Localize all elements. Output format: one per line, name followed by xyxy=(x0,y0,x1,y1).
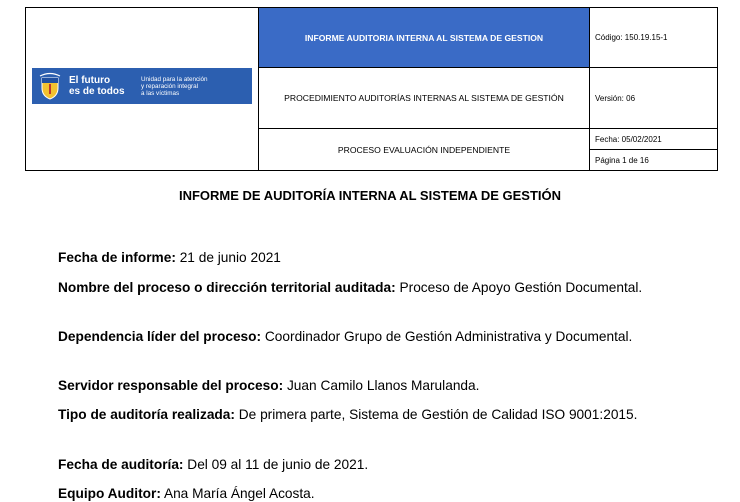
date-page-cell xyxy=(590,129,718,171)
doc-version: Versión: 06 xyxy=(590,68,718,129)
field-lead-unit: Dependencia líder del proceso: Coordinador Grupo de Gestión Administrativa y Documental. xyxy=(58,329,633,344)
field-audited-process: Nombre del proceso o dirección territorial auditada: Proceso de Apoyo Gestión Documental. xyxy=(58,280,643,295)
field-audit-type: Tipo de auditoría realizada: De primera parte, Sistema de Gestión de Calidad ISO 9001:2015. xyxy=(58,407,638,422)
field-report-date: Fecha de informe: 21 de junio 2021 xyxy=(58,250,281,265)
field-audit-team: Equipo Auditor: Ana María Ángel Acosta. xyxy=(58,486,315,501)
entity-logo xyxy=(32,68,252,104)
field-responsible-officer: Servidor responsable del proceso: Juan Camilo Llanos Marulanda. xyxy=(58,378,480,393)
doc-page-number: Página 1 de 16 xyxy=(595,155,649,165)
procedure-name: PROCEDIMIENTO AUDITORÍAS INTERNAS AL SISTEMA DE GESTIÓN xyxy=(259,68,590,129)
coat-of-arms-icon xyxy=(36,71,64,101)
report-title: INFORME AUDITORIA INTERNA AL SISTEMA DE GESTION xyxy=(259,8,590,68)
document-header-table xyxy=(25,7,718,171)
logo-entity-name: Unidad para la atención y reparación integral a las víctimas xyxy=(141,75,208,97)
field-audit-date: Fecha de auditoría: Del 09 al 11 de junio de 2021. xyxy=(58,457,369,472)
doc-date: Fecha: 05/02/2021 xyxy=(590,129,717,150)
doc-code: Código: 150.19.15-1 xyxy=(590,8,718,68)
document-title: INFORME DE AUDITORÍA INTERNA AL SISTEMA DE GESTIÓN xyxy=(178,188,562,203)
process-name: PROCESO EVALUACIÓN INDEPENDIENTE xyxy=(259,129,590,171)
logo-slogan: El futuro es de todos xyxy=(69,75,125,97)
logo-cell xyxy=(26,8,259,171)
